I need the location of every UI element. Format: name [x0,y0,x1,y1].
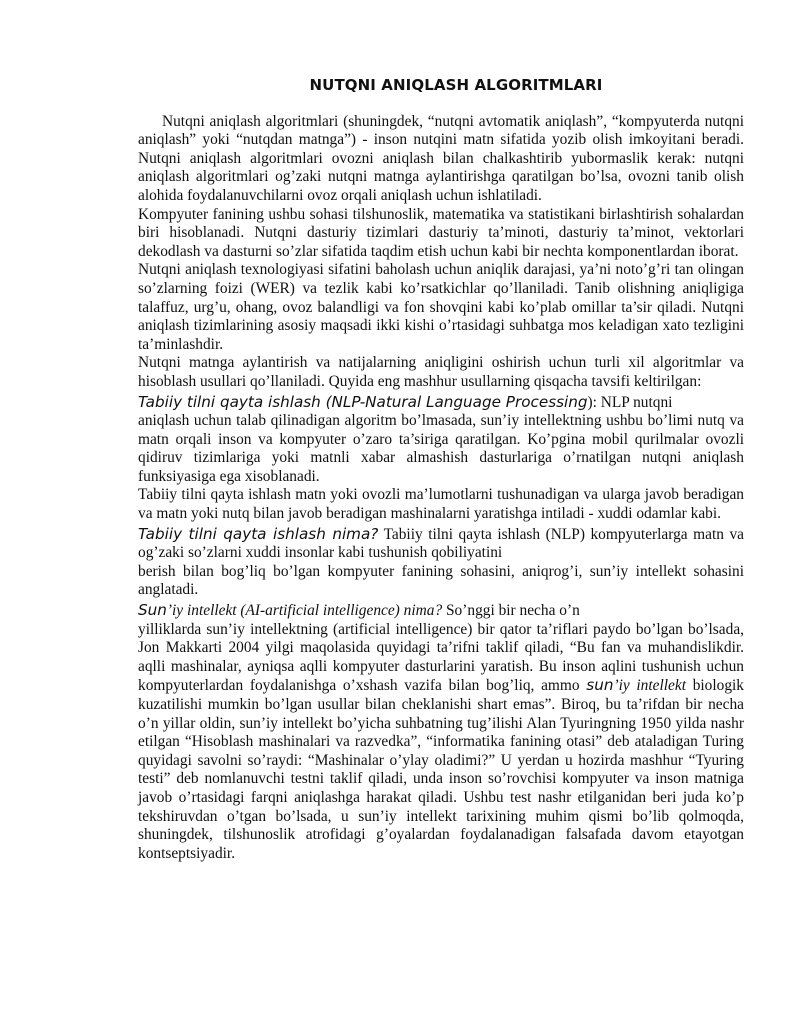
paragraph-methods: Nutqni matnga aylantirish va natijalarning aniqligini oshirish uchun turli xil algoritmlar va hisoblash usullari qo’llaniladi. Quyida eng mashhur usullarning qisqacha tavsifi keltirilgan: [138,354,744,390]
paragraph-ai-part1: yilliklarda sun’iy intellektning (artificial intelligence) bir qator ta’riflari paydo bo’lgan bo’lsada, Jon Makkarti 2004 yilgi maqolasida quyidagi ta’rifni taklif qiladi, “Bu fan va muhandislikdir. aqlli mashinalar, ayniqsa aqlli kompyuter dasturlarini yaratish. Bu inson aqlini tushunish uchun kompyuterlardan foydalanishga o’xshash vazifa bilan bog’liq, ammo [138,620,744,695]
paragraph-quality: Nutqni aniqlash texnologiyasi sifatini baholash uchun aniqlik darajasi, ya’ni noto’g’ri tan olingan so’zlarning foizi (WER) va tezlik kabi ko’rsatkichlar qo’llaniladi. Tanib olishning aniqligiga talaffuz, urg’u, ohang, ovoz balandligi va fon shovqini kabi ko’plab omillar ta’sir qiladi. Nutqni aniqlash tizimlarining asosiy maqsadi ikki kishi o’rtasidagi suhbatga mos keladigan xato tezligini ta’minlashdir. [138,261,744,353]
nlp-heading-line [138,393,744,413]
paragraph-nlp: aniqlash uchun talab qilinadigan algoritm bo’lmasada, sun’iy intellektning ushbu bo’limi nutq va matn orqali inson va kompyuter o’zaro ta’siriga qaratilgan. Ko’pgina mobil qurilmalar ovozli qidiruv tizimlariga yoki matnli xabar almashish dasturlariga o’rnatilgan nutqni aniqlash funksiyasiga ega xisoblanadi. [138,412,744,485]
ai-question: ’iy intellekt (AI-artificial intelligence) nima? [166,602,443,620]
nlp-question-line [138,525,744,563]
nlp-heading: Tabiiy tilni qayta ishlash (NLP-Natural Language Processing [138,392,588,411]
ai-question-sun: Sun [138,601,167,620]
paragraph-ai-part2: biologik kuzatilishi mumkin bo’lgan usullar bilan cheklanishi shart emas”. Biroq, bu ta’rifdan bir necha o’n yillar oldin, sun’iy intellekt bo’yicha suhbatning tug’ilishi Alan Tyuringning 1950 yilda nashr etilgan “Hisoblash mashinalari va razvedka”, “informatika fanining otasi” deb ataladigan Turing quyidagi savolni so’raydi: “Mashinalar o’ylay oladimi?” U yerdan u hozirda mashhur “Tyuring testi” deb nomlanuvchi testni taklif qiladi, unda inson so’rovchisi kompyuter va inson matniga javob o’rtasidagi farqni aniqlashga harakat qiladi. Ushbu test nashr etilganidan beri juda ko’p tekshiruvdan o’tgan bo’lsada, u sun’iy intellekt tarixining muhim qismi bo’lib qolmoqda, shuningdek, tilshunoslik atrofidagi g’oyalardan foydalanadigan falsafada davom etayotgan kontseptsiyadir. [138,677,744,862]
paragraph-nlp-goal: Tabiiy tilni qayta ishlash matn yoki ovozli ma’lumotlarni tushunadigan va ularga javob beradigan va matn yoki nutq bilan javob beradigan mashinalarni yaratishga intiladi - xuddi odamlar kabi. [138,486,744,523]
paragraph-ai [138,621,744,864]
ai-term: ’iy intellekt [613,677,686,695]
paragraph-field: Kompyuter fanining ushbu sohasi tilshunoslik, matematika va statistikani birlashtirish sohalardan biri hisoblanadi. Nutqni dasturiy tizimlari dasturiy ta’minoti, dasturiy ta’minot, vektorlari dekodlash va dasturni so’zlar sifatida taqdim etish uchun kabi bir nechta komponentlardan iborat. [138,205,744,260]
document-page [138,76,744,863]
paragraph-nlp-definition: berish bilan bog’liq bo’lgan kompyuter fanining sohasini, aniqrog’i, sun’iy intellekt sohasini anglatadi. [138,562,744,599]
document-title: NUTQNI ANIQLASH ALGORITMLARI [309,76,603,94]
paragraph-intro: Nutqni aniqlash algoritmlari (shuningdek, “nutqni avtomatik aniqlash”, “kompyuterda nutqni aniqlash” yoki “nutqdan matnga”) - inson nutqini matn sifatida yozib olish imkoyitani beradi. Nutqni aniqlash algoritmlari ovozni aniqlash bilan chalkashtirib yubormaslik kerak: nutqni aniqlash algoritmlari og’zaki nutqni matnga aylantirishga qaratilgan bo’lsa, ovozni tanib olish alohida foydalanuvchilarni ovoz orqali aniqlash uchun ishlatiladi. [138,112,744,204]
ai-term-sun: sun [586,676,614,695]
ai-question-tail: So’nggi bir necha o’n [442,602,580,620]
nlp-question-tail: Tabiiy tilni qayta ishlash (NLP) kompyuterlarga matn va og’zaki so’zlarni xuddi insonlar kabi tushunish qobiliyatini [138,525,744,562]
nlp-heading-tail: ): NLP nutqni [587,393,673,411]
ai-question-line [138,601,744,621]
nlp-question: Tabiiy tilni qayta ishlash nima? [138,524,379,543]
